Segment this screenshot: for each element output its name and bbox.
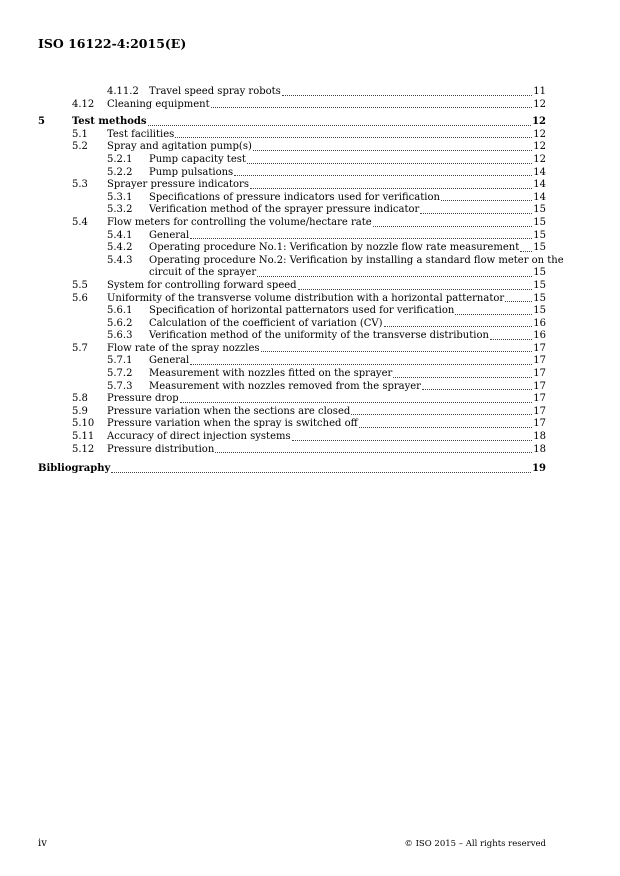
toc-entry-title: System for controlling forward speed: [107, 279, 297, 291]
toc-entry-title: General: [149, 229, 190, 241]
toc-entry[interactable]: [38, 343, 546, 356]
toc-entry-title: Test facilities: [107, 128, 175, 140]
toc-entry-page: 15: [533, 305, 546, 317]
dot-leader: [393, 377, 532, 378]
toc-entry-title: Sprayer pressure indicators: [107, 179, 249, 191]
toc-entry[interactable]: [38, 431, 546, 444]
toc-entry-line: [107, 444, 546, 457]
toc-entry-number: 5.6.3: [107, 330, 133, 342]
dot-leader: [257, 276, 532, 277]
toc-entry-page: 15: [533, 204, 546, 216]
toc-entry-number: 5.4.2: [107, 242, 133, 254]
toc-entry-page: 15: [533, 242, 546, 254]
toc-entry-page: 12: [533, 141, 546, 153]
toc-entry-title: Pressure drop: [107, 393, 179, 405]
table-of-contents: [38, 86, 564, 476]
toc-entry-page: 16: [533, 317, 546, 329]
toc-entry-title: Verification method of the sprayer pressure indicator: [149, 204, 420, 216]
toc-entry-line: [149, 154, 546, 167]
toc-entry-title: Pressure distribution: [107, 443, 215, 455]
toc-entry-number: 5.2.1: [107, 153, 133, 165]
dot-leader: [292, 440, 532, 441]
dot-leader: [148, 125, 532, 126]
toc-entry-page: 11: [533, 86, 546, 97]
toc-entry-title: Verification method of the uniformity of the transverse distribution: [149, 330, 489, 342]
toc-entry[interactable]: [38, 463, 546, 476]
toc-entry[interactable]: [38, 179, 546, 192]
toc-entry-line: [107, 293, 546, 306]
toc-entry-line: [38, 463, 546, 476]
document-header: ISO 16122-4:2015(E): [38, 36, 187, 51]
dot-leader: [373, 226, 532, 227]
toc-entry-title: Operating procedure No.1: Verification by nozzle flow rate measurement: [149, 242, 520, 254]
toc-entry-page: 17: [533, 393, 546, 405]
toc-entry-title: Calculation of the coefficient of variation (CV): [149, 317, 383, 329]
toc-entry-page: 12: [533, 153, 546, 165]
toc-entry-number: 5.3: [72, 179, 88, 191]
toc-entry-page: 19: [532, 463, 546, 475]
dot-leader: [250, 188, 532, 189]
toc-entry-title: Operating procedure No.2: Verification by installing a standard flow meter on the: [149, 254, 564, 266]
toc-entry-line: [149, 318, 546, 331]
toc-entry[interactable]: [38, 86, 546, 99]
dot-leader: [190, 364, 532, 365]
toc-entry-page: 18: [533, 431, 546, 443]
toc-entry-line: [149, 267, 546, 280]
dot-leader: [180, 402, 532, 403]
toc-entry-line: [149, 330, 546, 343]
toc-entry-line: [149, 242, 546, 255]
toc-entry-title: Travel speed spray robots: [149, 86, 281, 97]
dot-leader: [455, 314, 532, 315]
toc-entry-number: 5.6.1: [107, 305, 133, 317]
toc-entry[interactable]: [38, 280, 546, 293]
toc-entry-number: 5.2: [72, 141, 88, 153]
toc-entry-number: 5.4: [72, 216, 88, 228]
toc-entry[interactable]: [38, 230, 546, 243]
toc-entry-title: Flow meters for controlling the volume/hectare rate: [107, 216, 372, 228]
toc-entry-page: 17: [533, 405, 546, 417]
toc-entry-page: 17: [533, 418, 546, 430]
dot-leader: [441, 200, 532, 201]
toc-entry[interactable]: [38, 99, 546, 112]
dot-leader: [282, 95, 532, 96]
dot-leader: [351, 414, 532, 415]
toc-entry-number: 5.7.1: [107, 355, 133, 367]
toc-entry-line: [149, 230, 546, 243]
dot-leader: [422, 389, 532, 390]
toc-entry-number: 4.11.2: [107, 86, 139, 97]
toc-entry-line: [107, 393, 546, 406]
toc-entry-line: [149, 86, 546, 99]
toc-entry-page: 16: [533, 330, 546, 342]
toc-entry-number: 5.8: [72, 393, 88, 405]
toc-entry[interactable]: [38, 141, 546, 154]
toc-entry-page: 17: [533, 368, 546, 380]
toc-entry-line: [149, 355, 546, 368]
toc-entry-number: 5.4.3: [107, 254, 133, 266]
dot-leader: [211, 107, 532, 108]
toc-entry[interactable]: [38, 242, 546, 255]
toc-entry[interactable]: [38, 204, 546, 217]
toc-entry-title: Measurement with nozzles fitted on the sprayer: [149, 368, 393, 380]
toc-entry[interactable]: [38, 406, 546, 419]
toc-entry[interactable]: [38, 217, 546, 230]
toc-entry-line: [72, 116, 546, 129]
toc-entry-line: [149, 192, 546, 205]
toc-entry-page: 17: [533, 342, 546, 354]
toc-entry[interactable]: [38, 393, 546, 406]
toc-entry-title: Pump pulsations: [149, 166, 234, 178]
toc-entry-page: 15: [533, 229, 546, 241]
toc-entry-title: Test methods: [72, 116, 147, 128]
toc-entry[interactable]: [38, 305, 546, 318]
toc-entry-page: 15: [533, 267, 546, 279]
toc-entry-number: 5.10: [72, 418, 95, 430]
toc-entry-page: 12: [533, 128, 546, 140]
toc-entry-line: [107, 99, 546, 112]
toc-entry-number: 5.2.2: [107, 166, 133, 178]
toc-entry-title: Pump capacity test: [149, 153, 246, 165]
toc-entry-title: Measurement with nozzles removed from the sprayer: [149, 380, 421, 392]
dot-leader: [520, 251, 532, 252]
dot-leader: [420, 213, 532, 214]
toc-entry-number: 5.6.2: [107, 317, 133, 329]
toc-entry[interactable]: [38, 318, 546, 331]
toc-entry-number: 5.3.1: [107, 191, 133, 203]
toc-entry[interactable]: [38, 254, 564, 280]
toc-entry-line: [149, 368, 546, 381]
dot-leader: [190, 238, 532, 239]
toc-entry-title: Flow rate of the spray nozzles: [107, 342, 260, 354]
dot-leader: [505, 301, 532, 302]
toc-entry-title: Specifications of pressure indicators used for verification: [149, 191, 440, 203]
toc-entry[interactable]: [38, 192, 546, 205]
toc-entry[interactable]: [38, 129, 546, 142]
toc-entry-line: [107, 343, 546, 356]
dot-leader: [247, 163, 532, 164]
toc-entry-number: 5.1: [72, 128, 88, 140]
dot-leader: [175, 137, 532, 138]
page-number: iv: [38, 838, 47, 849]
toc-entry-number: 5.7.2: [107, 368, 133, 380]
toc-entry-number: 5.7.3: [107, 380, 133, 392]
toc-entry-page: 17: [533, 355, 546, 367]
toc-entry-title: Bibliography: [38, 463, 111, 475]
toc-entry-number: 5: [38, 116, 45, 128]
toc-entry-number: 5.11: [72, 431, 95, 443]
toc-entry-line: [107, 280, 546, 293]
toc-entry-line: [107, 406, 546, 419]
dot-leader: [359, 427, 532, 428]
toc-entry[interactable]: [38, 330, 546, 343]
toc-entry[interactable]: [38, 116, 546, 129]
toc-entry-number: 5.6: [72, 292, 88, 304]
toc-entry-number: 5.9: [72, 405, 88, 417]
toc-entry-line: [107, 418, 546, 431]
copyright-notice: © ISO 2015 – All rights reserved: [404, 839, 546, 849]
toc-entry-line: [149, 204, 546, 217]
toc-entry[interactable]: [38, 293, 546, 306]
dot-leader: [298, 289, 532, 290]
dot-leader: [215, 452, 532, 453]
dot-leader: [111, 472, 531, 473]
toc-entry-number: 5.7: [72, 342, 88, 354]
toc-entry-title: General: [149, 355, 190, 367]
toc-entry[interactable]: [38, 381, 546, 394]
toc-entry-page: 15: [533, 292, 546, 304]
toc-entry-title: Accuracy of direct injection systems: [107, 431, 291, 443]
toc-entry[interactable]: [38, 167, 546, 180]
toc-entry[interactable]: [38, 444, 546, 457]
toc-entry-number: 5.12: [72, 443, 95, 455]
toc-entry-title: Spray and agitation pump(s): [107, 141, 252, 153]
toc-entry-line: [107, 129, 546, 142]
toc-entry-title: Pressure variation when the sections are closed: [107, 405, 351, 417]
toc-entry-title: Cleaning equipment: [107, 98, 210, 110]
dot-leader: [234, 175, 532, 176]
toc-entry-number: 4.12: [72, 98, 95, 110]
toc-entry-title: Specification of horizontal patternators used for verification: [149, 305, 455, 317]
toc-entry[interactable]: [38, 368, 546, 381]
toc-entry-line: [149, 381, 546, 394]
toc-entry-number: 5.3.2: [107, 204, 133, 216]
toc-entry-line: [107, 431, 546, 444]
toc-entry-page: 14: [533, 191, 546, 203]
toc-entry-title: Pressure variation when the spray is switched off: [107, 418, 358, 430]
toc-entry-page: 15: [533, 216, 546, 228]
toc-entry-title-continued: circuit of the sprayer: [149, 267, 257, 279]
dot-leader: [384, 326, 532, 327]
toc-entry[interactable]: [38, 154, 546, 167]
toc-entry-page: 12: [532, 116, 546, 128]
dot-leader: [261, 351, 532, 352]
toc-entry-title: Uniformity of the transverse volume distribution with a horizontal patternator: [107, 292, 505, 304]
dot-leader: [253, 150, 532, 151]
toc-entry-line: [149, 305, 546, 318]
toc-entry[interactable]: [38, 418, 546, 431]
toc-entry-page: 14: [533, 166, 546, 178]
toc-entry-page: 14: [533, 179, 546, 191]
toc-entry-line: [107, 217, 546, 230]
toc-entry-line: [149, 167, 546, 180]
toc-entry-page: 18: [533, 443, 546, 455]
toc-entry-page: 12: [533, 98, 546, 110]
toc-entry[interactable]: [38, 355, 546, 368]
dot-leader: [490, 339, 532, 340]
toc-entry-line: [107, 179, 546, 192]
toc-entry-page: 15: [533, 279, 546, 291]
toc-entry-line: [107, 141, 546, 154]
toc-entry-number: 5.5: [72, 279, 88, 291]
toc-entry-number: 5.4.1: [107, 229, 133, 241]
toc-entry-page: 17: [533, 380, 546, 392]
